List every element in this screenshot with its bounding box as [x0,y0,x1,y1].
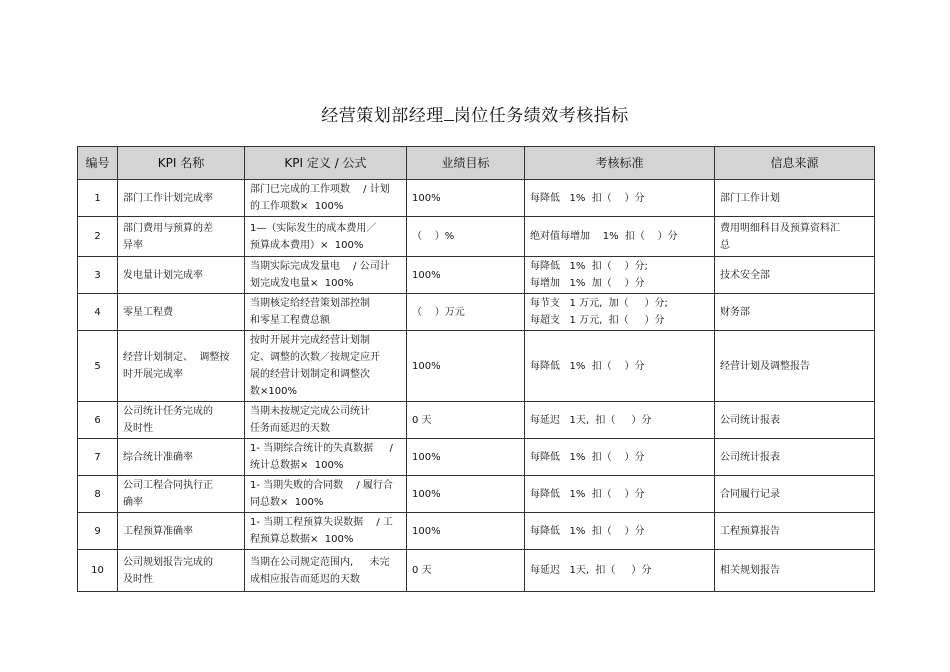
cell-kpi-name-line: 经营计划制定、 调整按 [123,352,230,363]
table-row [78,476,875,513]
cell-target [407,439,525,476]
cell-kpi-definition [245,217,407,257]
cell-source-line: 费用明细科目及预算资料汇 [720,222,840,234]
header-target: 业绩目标 [407,147,525,180]
cell-target [407,476,525,513]
cell-target [407,294,525,331]
page-title [0,101,950,126]
cell-standard-line: 每增加 1% 加（ ）分 [530,278,645,289]
cell-target-line: 100% [412,192,441,204]
cell-source-line: 公司统计报表 [720,414,780,426]
cell-kpi-name [118,217,245,257]
cell-target-line: （ ）% [412,231,455,242]
cell-kpi-definition-line: 1- 当期综合统计的失真数据 / [250,443,393,454]
cell-kpi-definition [245,402,407,439]
table-header-row [78,147,875,180]
cell-kpi-name-line: 工程预算准确率 [123,525,193,537]
cell-source-line: 工程预算报告 [720,525,780,537]
cell-kpi-definition-line: 当期未按规定完成公司统计 [250,406,370,417]
cell-standard-line: 每超支 1 万元, 扣（ ）分 [530,315,665,326]
cell-kpi-name [118,476,245,513]
cell-standard-line: 每降低 1% 扣（ ）分 [530,488,645,500]
cell-kpi-name [118,513,245,550]
cell-target-line: 0 天 [412,414,432,426]
cell-kpi-definition-line: 部门已完成的工作项数 / 计划 [250,184,390,195]
cell-standard [525,439,715,476]
cell-kpi-definition [245,439,407,476]
cell-standard-line: 每降低 1% 扣（ ）分 [530,525,645,537]
cell-standard [525,180,715,217]
table-row [78,331,875,402]
title-underline-gap [444,119,454,121]
cell-kpi-name [118,402,245,439]
table-row [78,513,875,550]
cell-standard-line: 每降低 1% 扣（ ）分 [530,451,645,463]
table-row [78,550,875,592]
cell-no: 7 [78,439,118,476]
cell-kpi-definition [245,476,407,513]
cell-target-line: 100% [412,488,441,500]
cell-source-line: 合同履行记录 [720,488,780,500]
cell-kpi-name-line: 异率 [123,239,143,251]
cell-kpi-name-line: 时开展完成率 [123,369,183,380]
cell-no: 2 [78,217,118,257]
cell-source-line: 技术安全部 [720,269,770,281]
cell-kpi-definition-line: 1—（实际发生的成本费用／ [250,222,377,234]
cell-source-line: 财务部 [720,306,750,318]
cell-standard [525,294,715,331]
cell-no: 10 [78,550,118,592]
cell-kpi-name-line: 部门费用与预算的差 [123,222,213,234]
cell-kpi-name-line: 公司工程合同执行正 [123,480,213,491]
cell-target-line: （ ）万元 [412,306,465,318]
title-part-left: 经营策划部经理 [321,106,444,126]
header-source: 信息来源 [715,147,875,180]
cell-kpi-name-line: 发电量计划完成率 [123,269,203,281]
cell-standard-line: 每降低 1% 扣（ ）分 [530,360,645,372]
cell-kpi-name-line: 及时性 [123,423,153,434]
cell-standard-line: 每节支 1 万元, 加（ ）分; [530,298,668,309]
cell-kpi-definition-line: 同总数× 100% [250,497,324,508]
table-row [78,294,875,331]
cell-source [715,476,875,513]
cell-kpi-definition [245,257,407,294]
cell-kpi-name [118,331,245,402]
cell-source [715,217,875,257]
cell-kpi-definition-line: 按时开展并完成经营计划制 [250,335,370,346]
cell-source [715,439,875,476]
cell-kpi-name-line: 零星工程费 [123,306,173,318]
cell-kpi-name [118,180,245,217]
cell-kpi-definition-line: 预算成本费用）× 100% [250,239,364,251]
header-standard: 考核标准 [525,147,715,180]
table-row [78,217,875,257]
title-part-right: 岗位任务绩效考核指标 [453,106,629,126]
cell-kpi-definition-line: 统计总数据× 100% [250,460,344,471]
cell-kpi-definition-line: 展的经营计划制定和调整次 [250,369,370,380]
table-row [78,180,875,217]
cell-target [407,513,525,550]
cell-source [715,257,875,294]
cell-standard [525,217,715,257]
cell-kpi-name [118,439,245,476]
cell-no: 9 [78,513,118,550]
cell-source-line: 总 [720,239,730,251]
cell-standard-line: 每延迟 1天, 扣（ ）分 [530,565,652,576]
cell-target [407,180,525,217]
cell-target-line: 100% [412,525,441,537]
cell-kpi-name-line: 及时性 [123,573,153,585]
cell-source-line: 公司统计报表 [720,451,780,463]
cell-target [407,402,525,439]
cell-standard [525,476,715,513]
cell-standard [525,402,715,439]
cell-kpi-name [118,550,245,592]
cell-kpi-name [118,294,245,331]
cell-kpi-definition-line: 任务而延迟的天数 [250,423,330,434]
table-row [78,402,875,439]
cell-standard-line: 每降低 1% 扣（ ）分; [530,261,648,272]
cell-target [407,217,525,257]
cell-kpi-definition-line: 1- 当期失败的合同数 / 履行合 [250,480,393,491]
cell-standard [525,257,715,294]
kpi-table-body [78,180,875,592]
cell-standard-line: 每降低 1% 扣（ ）分 [530,192,645,204]
cell-no: 3 [78,257,118,294]
cell-kpi-name-line: 综合统计准确率 [123,451,193,463]
cell-kpi-definition [245,513,407,550]
cell-standard-line: 绝对值每增加 1% 扣（ ）分 [530,231,678,242]
cell-kpi-definition-line: 的工作项数× 100% [250,201,344,212]
cell-source [715,294,875,331]
cell-kpi-definition [245,180,407,217]
cell-kpi-name-line: 公司统计任务完成的 [123,406,213,417]
cell-target-line: 0 天 [412,565,432,576]
cell-kpi-definition-line: 1- 当期工程预算失误数据 / 工 [250,517,393,528]
cell-kpi-definition [245,331,407,402]
cell-target [407,331,525,402]
cell-kpi-definition-line: 当期实际完成发量电 / 公司计 [250,261,390,272]
header-no: 编号 [78,147,118,180]
cell-no: 8 [78,476,118,513]
cell-target [407,550,525,592]
cell-standard [525,550,715,592]
table-row [78,257,875,294]
cell-target-line: 100% [412,360,441,372]
cell-kpi-name-line: 部门工作计划完成率 [123,192,213,204]
cell-kpi-definition-line: 当期核定给经营策划部控制 [250,298,370,309]
cell-target-line: 100% [412,451,441,463]
cell-no: 6 [78,402,118,439]
cell-kpi-definition-line: 当期在公司规定范围内, 未完 [250,556,390,568]
cell-standard [525,513,715,550]
cell-kpi-definition-line: 数×100% [250,386,297,397]
cell-source [715,180,875,217]
cell-kpi-definition-line: 和零星工程费总额 [250,315,330,326]
cell-kpi-name-line: 确率 [123,497,143,508]
cell-no: 4 [78,294,118,331]
cell-kpi-name-line: 公司规划报告完成的 [123,556,213,568]
cell-source-line: 部门工作计划 [720,192,780,204]
cell-no: 1 [78,180,118,217]
cell-kpi-definition [245,294,407,331]
cell-kpi-name [118,257,245,294]
cell-no: 5 [78,331,118,402]
cell-source [715,550,875,592]
cell-standard-line: 每延迟 1天, 扣（ ）分 [530,414,652,426]
cell-target-line: 100% [412,269,441,281]
cell-kpi-definition-line: 程预算总数据× 100% [250,534,354,545]
cell-kpi-definition-line: 成相应报告而延迟的天数 [250,573,360,585]
cell-source-line: 相关规划报告 [720,565,780,576]
cell-source-line: 经营计划及调整报告 [720,360,810,372]
cell-source [715,513,875,550]
cell-kpi-definition-line: 划完成发电量× 100% [250,278,354,289]
cell-kpi-definition [245,550,407,592]
header-kpi-definition: KPI 定义 / 公式 [245,147,407,180]
cell-kpi-definition-line: 定、调整的次数／按规定应开 [250,352,380,363]
table-row [78,439,875,476]
cell-standard [525,331,715,402]
header-kpi-name: KPI 名称 [118,147,245,180]
kpi-table [77,146,875,592]
cell-target [407,257,525,294]
cell-source [715,402,875,439]
cell-source [715,331,875,402]
